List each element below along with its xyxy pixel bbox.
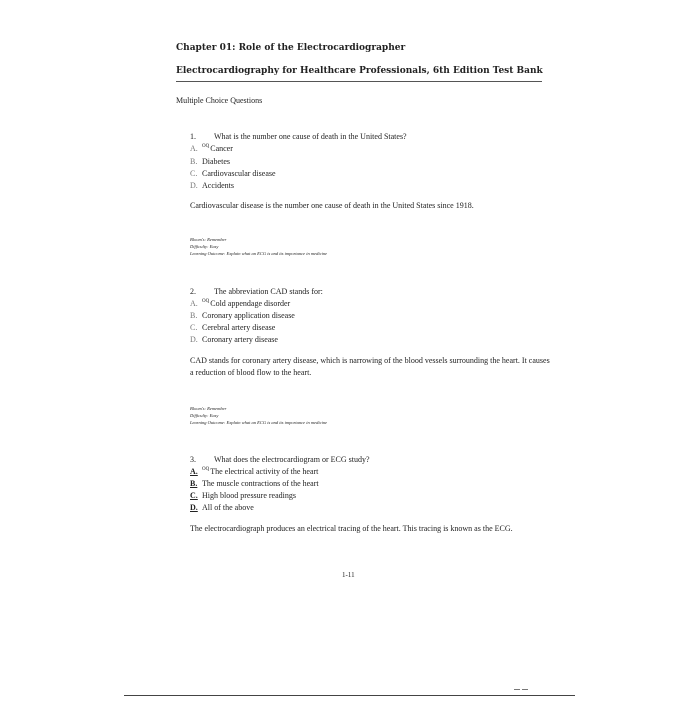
q2-meta <box>190 405 327 426</box>
footer-divider <box>124 695 575 696</box>
q3-option-c: C. High blood pressure readings <box>190 491 296 500</box>
difficulty: Difficulty: Easy <box>190 413 219 418</box>
question-1 <box>190 132 407 141</box>
q1-option-c: C. Cardiovascular disease <box>190 169 276 178</box>
chapter-title: Chapter 01: Role of the Electrocardiographer <box>176 43 406 53</box>
q3-option-a: A. $^{OQ}$The electrical activity of the heart <box>190 467 319 476</box>
book-title: Electrocardiography for Healthcare Professionals, 6th Edition Test Bank <box>176 66 543 76</box>
learning-outcome: Learning Outcome: Explain what an ECG is and its importance in medicine <box>190 251 328 256</box>
answer-mark: OQ <box>202 467 210 473</box>
question-number: 2. <box>190 287 196 296</box>
q1-meta <box>190 236 327 257</box>
question-text: The abbreviation CAD stands for: <box>214 287 323 296</box>
answer-mark: OQ <box>202 144 210 150</box>
question-text: What is the number one cause of death in the United States? <box>214 132 407 141</box>
question-text: What does the electrocardiogram or ECG study? <box>214 455 370 464</box>
q2-option-a: A. $^{OQ}$Cold appendage disorder <box>190 299 291 308</box>
blooms-level: Bloom's: Remember <box>190 406 227 411</box>
q3-option-d: D. All of the above <box>190 503 254 512</box>
q1-explanation: Cardiovascular disease is the number one cause of death in the United States since 1918. <box>190 201 474 210</box>
q2-explanation: CAD stands for coronary artery disease, which is narrowing of the blood vessels surrounding the heart. It causes a reduction of blood flow to the heart. <box>190 356 550 377</box>
page-number: 1-11 <box>342 571 355 579</box>
q2-option-b: B. Coronary application disease <box>190 311 295 320</box>
q2-option-d: D. Coronary artery disease <box>190 335 278 344</box>
q3-option-b: B. The muscle contractions of the heart <box>190 479 319 488</box>
difficulty: Difficulty: Easy <box>190 244 219 249</box>
q1-option-b: B. Diabetes <box>190 157 230 166</box>
learning-outcome: Learning Outcome: Explain what an ECG is and its importance in medicine <box>190 420 328 425</box>
question-2 <box>190 287 323 296</box>
q3-explanation: The electrocardiograph produces an electrical tracing of the heart. This tracing is known as the ECG. <box>190 524 513 533</box>
header-divider <box>176 81 542 82</box>
section-heading: Multiple Choice Questions <box>176 96 263 105</box>
corner-mark <box>514 689 532 692</box>
q1-option-d: D. Accidents <box>190 181 234 190</box>
q1-option-a: A. $^{OQ}$Cancer <box>190 144 233 153</box>
q2-option-c: C. Cerebral artery disease <box>190 323 276 332</box>
question-number: 1. <box>190 132 196 141</box>
answer-mark: OQ <box>202 299 210 305</box>
question-number: 3. <box>190 455 196 464</box>
blooms-level: Bloom's: Remember <box>190 237 227 242</box>
question-3 <box>190 455 370 464</box>
